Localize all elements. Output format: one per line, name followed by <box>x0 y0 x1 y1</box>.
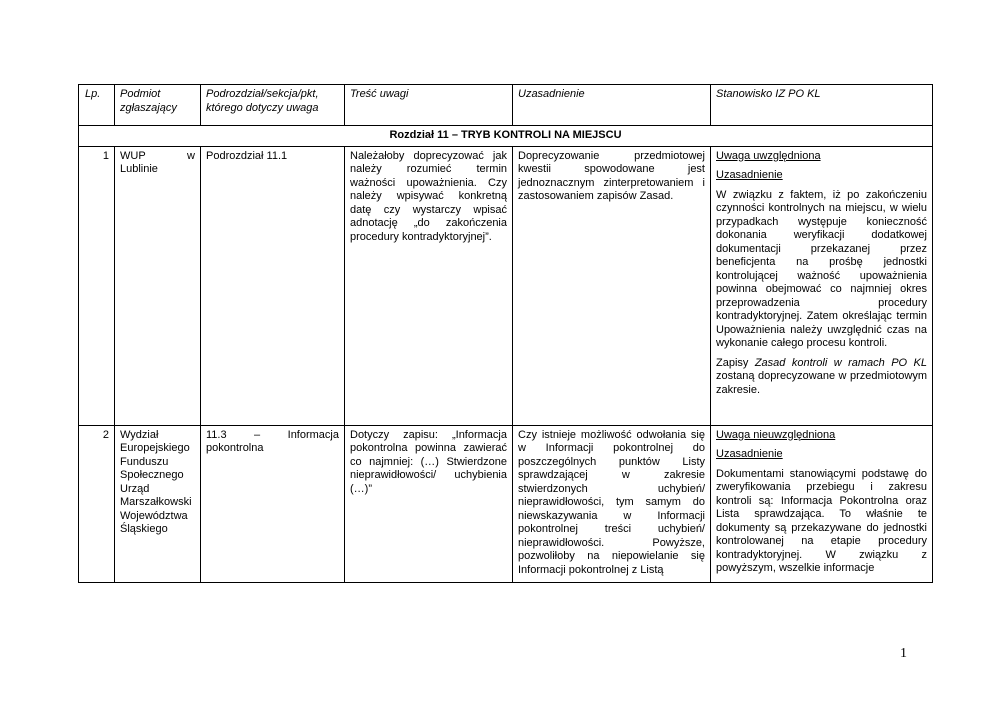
row-podmiot: WUP w Lublinie <box>115 146 201 425</box>
stanowisko-status: Uwaga nieuwzględniona <box>716 428 836 441</box>
row-podrozdzial: Podrozdział 11.1 <box>201 146 345 425</box>
header-uzasadnienie: Uzasadnienie <box>513 85 711 126</box>
row-podmiot: Wydział Europejskiego Funduszu Społecznego Urząd Marszałkowski Województwa Śląskiego <box>115 425 201 582</box>
stanowisko-status: Uwaga uwzględniona <box>716 149 821 162</box>
stanowisko-text-2-italic: Zasad kontroli w ramach PO KL <box>754 356 927 369</box>
page-number: 1 <box>900 646 907 661</box>
row-tresc: Dotyczy zapisu: „Informacja pokontrolna powinna zawierać co najmniej: (…) Stwierdzone nieprawidłowości/ uchybienia (…)” <box>345 425 513 582</box>
table-row <box>79 425 933 582</box>
header-podrozdzial: Podrozdział/sekcja/pkt, którego dotyczy uwaga <box>201 85 345 126</box>
row-stanowisko <box>711 425 933 582</box>
stanowisko-text-2 <box>716 357 927 398</box>
header-lp: Lp. <box>79 85 115 126</box>
row-number: 2 <box>79 425 115 582</box>
stanowisko-label: Uzasadnienie <box>716 169 783 181</box>
row-uzasadnienie: Doprecyzowanie przedmiotowej kwestii spowodowane jest jednoznacznym zinterpretowaniem i zastosowaniem zapisów Zasad. <box>513 146 711 425</box>
row-number: 1 <box>79 146 115 425</box>
section-title: Rozdział 11 – TRYB KONTROLI NA MIEJSCU <box>79 126 933 147</box>
stanowisko-clip <box>716 429 927 576</box>
row-tresc: Należałoby doprecyzować jak należy rozumieć termin ważności upoważnienia. Czy należy wpisywać konkretną datę czy wystarczy wpisać adnotację „do zakończenia procedury kontradyktoryjnej”. <box>345 146 513 425</box>
stanowisko-text-2-pre: Zapisy <box>716 356 755 369</box>
table-row <box>79 146 933 425</box>
header-stanowisko: Stanowisko IZ PO KL <box>711 85 933 126</box>
stanowisko-label: Uzasadnienie <box>716 448 783 460</box>
header-tresc: Treść uwagi <box>345 85 513 126</box>
header-podmiot: Podmiot zgłaszający <box>115 85 201 126</box>
section-row <box>79 126 933 147</box>
stanowisko-text: W związku z faktem, iż po zakończeniu czynności kontrolnych na miejscu, w wielu przypadkach występuje konieczność dokonania weryfikacji dodatkowej dokumentacji przekazanej przez beneficjenta na prośbę jednostki kontrolującej ważność upoważnienia powinna obejmować co najmniej okres przeprowadzenia procedury kontradyktoryjnej. Zatem określając termin Upoważnienia należy uwzględnić czas na wykonanie całego procesu kontroli. <box>716 188 927 349</box>
remarks-table <box>78 84 933 583</box>
stanowisko-text: Dokumentami stanowiącymi podstawę do zweryfikowania przebiegu i zakresu kontroli są: Informacja Pokontrolna oraz Lista sprawdzająca. To właśnie te dokumenty są przekazywane do jednostki kontrolowanej na etapie procedury kontradyktoryjnej. W związku z powyższym, wszelkie informacje <box>716 467 927 574</box>
stanowisko-text-2-post: zostaną doprecyzowane w przedmiotowym zakresie. <box>716 370 927 396</box>
row-podrozdzial: 11.3 – Informacja pokontrolna <box>201 425 345 582</box>
header-row <box>79 85 933 126</box>
row-uzasadnienie <box>513 425 711 582</box>
row-stanowisko <box>711 146 933 425</box>
row-uzasadnienie-text: Czy istnieje możliwość odwołania się w Informacji pokontrolnej do poszczególnych punktów Listy sprawdzającej w zakresie stwierdzonych uchybień/ nieprawidłowości, tym samym do niewskazywania w Informacji pokontrolnej treści uchybień/ nieprawidłowości. Powyższe, pozwoliłoby na niepowielanie się Informacji pokontrolnej z Listą <box>518 428 705 576</box>
